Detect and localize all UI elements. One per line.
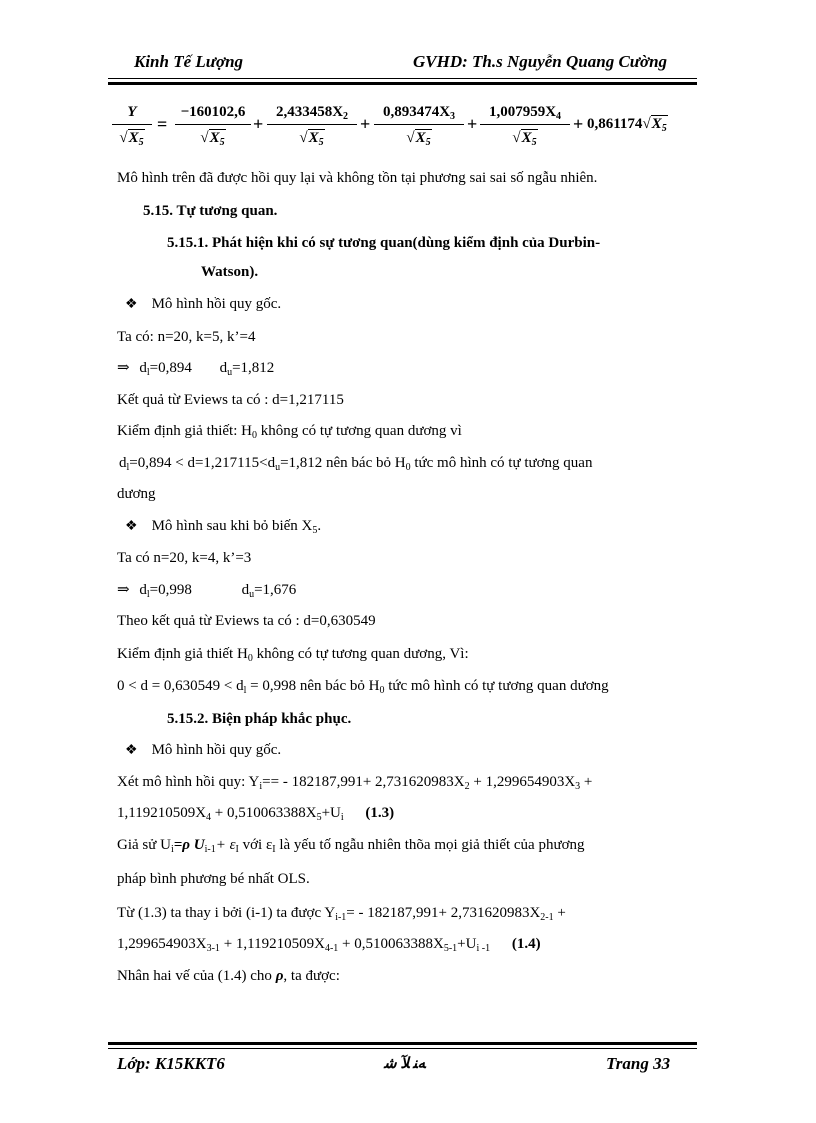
implies-icon: ⇒ — [117, 582, 130, 598]
eq-term2: $\frac{2,433458X_2}{√X_5}$ — [267, 100, 357, 149]
eq-plus-4: + — [573, 114, 584, 134]
bullet-model-drop-x5: ❖ Mô hình sau khi bỏ biến $X_5$. — [125, 518, 322, 536]
line-regression-model-cont: $1,119210509X_4 + 0,510063388X_5+U_i$ (1.3) — [117, 805, 395, 823]
line-eviews-result-2: Theo kết quả từ Eviews ta có : d=0,630549 — [117, 613, 376, 629]
line-eviews-result-1: Kết quả từ Eviews ta có : d=1,217115 — [117, 392, 344, 408]
footer-ornament-icon: ﻪﻨ ﻶ ﺷ — [384, 1056, 426, 1072]
eq-term1: $\frac{-160102,6}{√X_5}$ — [175, 100, 251, 149]
eq-term4: $\frac{1,007959X_4}{√X_5}$ — [480, 100, 570, 149]
footer-page-number: Trang 33 — [606, 1054, 671, 1073]
footer-rule-thin — [108, 1048, 697, 1049]
diamond-bullet-icon: ❖ — [125, 519, 138, 534]
footer-class: Lớp: K15KKT6 — [117, 1054, 225, 1073]
eq-lhs-fraction — [112, 100, 152, 149]
eq-term3: $\frac{0,893474X_3}{√X_5}$ — [374, 100, 464, 149]
eq-lhs-denominator: $√X_5$ — [112, 124, 152, 149]
line-assumption: Giả sử $U_i=\rho$ $U_{i-1}+ \varepsilon_I$ với $\varepsilon_I$ là yếu tố ngẫu nhiên thõa mọi giả thiết của phương — [117, 837, 585, 855]
line-n-k-2: Ta có n=20, k=4, k’=3 — [117, 550, 252, 566]
equation-tag-1-4: (1.4) — [511, 936, 541, 952]
equation-tag-1-3: (1.3) — [365, 805, 395, 821]
eq-plus-1: + — [253, 114, 264, 134]
line-ols: pháp bình phương bé nhất OLS. — [117, 871, 310, 887]
heading-5-15-2: 5.15.2. Biện pháp khắc phục. — [167, 711, 352, 727]
line-multiply: Nhân hai vế của (1.4) cho ρ, ta được: — [117, 968, 340, 984]
eq-term3-numerator: 0,893474X — [382, 104, 451, 120]
line-dl-du-1: ⇒ $d_l=0,894$ $d_u=1,812$ — [117, 360, 275, 378]
eq-equals: = — [157, 114, 168, 134]
heading-5-15-1-line1: 5.15.1. Phát hiện khi có sự tương quan(dùng kiểm định của Durbin- — [167, 235, 601, 251]
diamond-bullet-icon: ❖ — [125, 743, 138, 758]
line-dl-du-2: ⇒ $d_l=0,998$ $d_u=1,676$ — [117, 582, 297, 600]
line-inequality-2: $0 < d = 0,630549 < d_l = 0,998$ nên bác bỏ $H_0$ tức mô hình có tự tương quan dương — [117, 678, 609, 696]
line-hypothesis-1: Kiểm định giả thiết: $H_0$ không có tự tương quan dương vì — [117, 423, 462, 441]
footer-rule-thick — [108, 1042, 697, 1045]
line-positive: dương — [117, 486, 156, 502]
eq-plus-3: + — [467, 114, 478, 134]
line-regression-model: Xét mô hình hồi quy: $Y_i== - 182187,991+ 2,731620983X_2 + 1,299654903X_3$ + — [117, 774, 593, 792]
heading-5-15-1-line2: Watson). — [201, 264, 259, 280]
header-course-title: Kinh Tế Lượng — [134, 52, 244, 71]
header-rule-thick — [108, 82, 697, 85]
heading-5-15: 5.15. Tự tương quan. — [143, 203, 278, 219]
bullet-original-model-2: ❖ Mô hình hồi quy gốc. — [125, 742, 282, 758]
para-model-no-heteroscedasticity: Mô hình trên đã được hồi quy lại và không tồn tại phương sai sai số ngẫu nhiên. — [117, 170, 598, 186]
line-n-k: Ta có: n=20, k=5, k’=4 — [117, 329, 256, 345]
line-inequality-1: $d_l=0,894 < d=1,217115<d_u=1,812$ nên bác bỏ $H_0$ tức mô hình có tự tương quan — [119, 455, 593, 473]
implies-icon: ⇒ — [117, 360, 130, 376]
eq-term2-numerator: 2,433458X — [275, 104, 344, 120]
bullet-original-model: ❖ Mô hình hồi quy gốc. — [125, 296, 282, 312]
line-hypothesis-2: Kiểm định giả thiết $H_0$ không có tự tương quan dương, Vì: — [117, 646, 469, 664]
line-substitute: Từ (1.3) ta thay i bởi (i-1) ta được $Y_{i-1}= - 182187,991+ 2,731620983X_{2-1}$ + — [117, 905, 566, 923]
diamond-bullet-icon: ❖ — [125, 297, 138, 312]
eq-term1-numerator: −160102,6 — [180, 104, 246, 120]
eq-plus-2: + — [360, 114, 371, 134]
eq-lhs-numerator: Y — [127, 104, 137, 120]
eq-term4-numerator: 1,007959X — [488, 104, 557, 120]
eq-last-term: $0,861174√X_5$ — [587, 116, 667, 134]
header-rule-thin — [108, 78, 697, 79]
line-substitute-cont: $1,299654903X_{3-1} + 1,119210509X_{4-1} + 0,510063388X_{5-1}+U_{i -1}$ (1.4) — [117, 936, 541, 954]
header-supervisor: GVHD: Th.s Nguyễn Quang Cường — [413, 52, 668, 71]
